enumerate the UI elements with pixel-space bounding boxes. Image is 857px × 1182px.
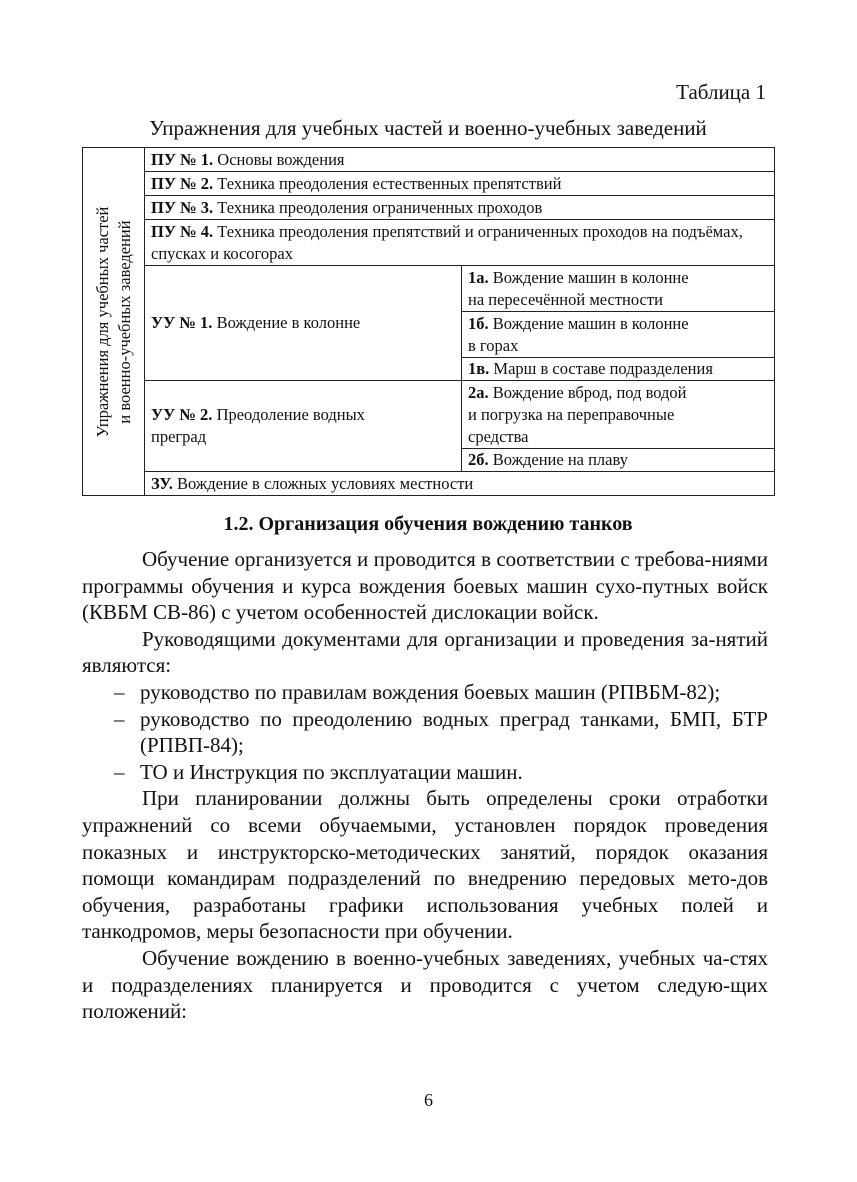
table-label: Таблица 1 [676, 80, 766, 104]
table-row: ЗУ. Вождение в сложных условиях местности [145, 472, 775, 496]
table-row: ПУ № 1. Основы вождения [145, 148, 775, 172]
paragraph: При планировании должны быть определены сроки отработки упражнений со всеми обучаемыми, установлен порядок проведения показных и инструкторско-методических занятий, порядок оказания помощи командирам подразделений по внедрению передовых мето-дов обучения, разработаны графики использования учебных полей и танкодромов, меры безопасности при обучении. [82, 786, 768, 944]
section-heading: 1.2. Организация обучения вождению танков [223, 513, 633, 535]
table-cell: 1а. Вождение машин в колонне на пересечённой местности [462, 266, 775, 312]
list-item: – руководство по преодолению водных преград танками, БМП, БТР (РПВП-84); [114, 706, 768, 758]
table-cell: 2б. Вождение на плаву [462, 449, 775, 472]
table-cell: 2а. Вождение вброд, под водой и погрузка на переправочные средства [462, 381, 775, 449]
paragraph: Обучение вождению в военно-учебных заведениях, учебных ча-стях и подразделениях планируется и проводится с учетом следую-щих положений: [82, 945, 768, 1024]
paragraph: Руководящими документами для организации и проведения за-нятий являются: [82, 626, 768, 678]
table-row: ПУ № 2. Техника преодоления естественных препятствий [145, 172, 775, 196]
table-cell: 1б. Вождение машин в колонне в горах [462, 312, 775, 358]
side-header: Упражнения для учебных частей и военно-учебных заведений [92, 206, 134, 437]
table-row: УУ № 2. Преодоление водных преград [145, 381, 462, 472]
list-item: – ТО и Инструкция по эксплуатации машин. [114, 759, 523, 784]
body-text [82, 546, 768, 1025]
table-title: Упражнения для учебных частей и военно-учебных заведений [149, 116, 707, 140]
list-item: – руководство по правилам вождения боевых машин (РПВБМ-82); [114, 679, 721, 704]
paragraph: Обучение организуется и проводится в соответствии с требова-ниями программы обучения и курса вождения боевых машин сухо-путных войск (КВБМ СВ-86) с учетом особенностей дислокации войск. [82, 547, 768, 625]
page-number: 6 [424, 1090, 433, 1110]
table-cell: 1в. Марш в составе подразделения [462, 358, 775, 381]
side-header-cell [83, 148, 145, 496]
table-row: ПУ № 4. Техника преодоления препятствий и ограниченных проходов на подъёмах, спусках и косогорах [145, 220, 775, 266]
table-row: УУ № 1. Вождение в колонне [145, 266, 462, 381]
table-row: ПУ № 3. Техника преодоления ограниченных проходов [145, 196, 775, 220]
exercises-table [82, 147, 775, 496]
